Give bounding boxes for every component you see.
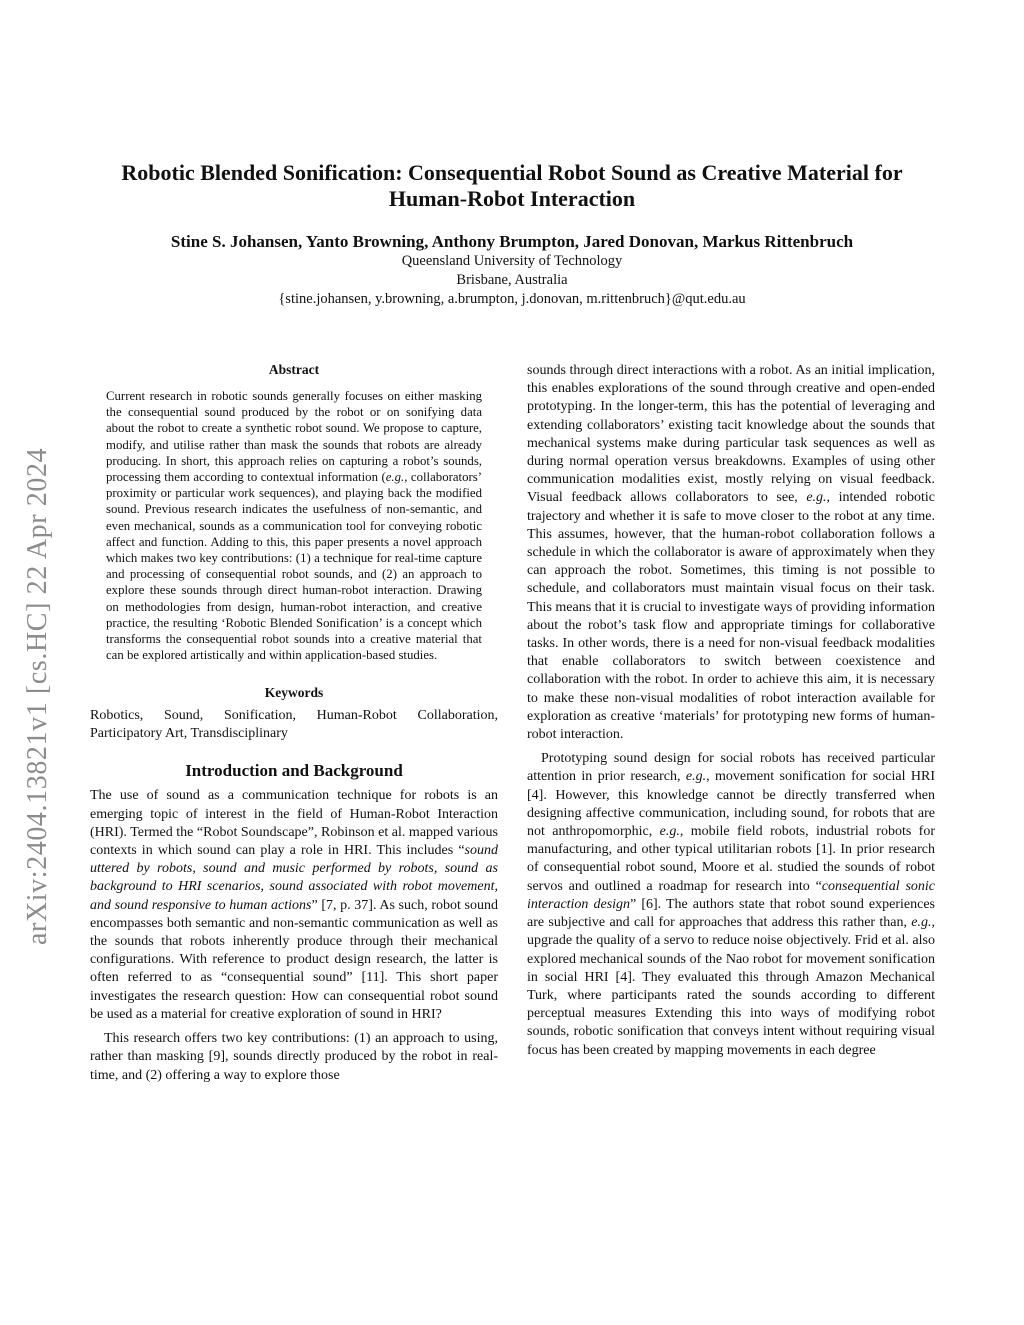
body-paragraph-2: Prototyping sound design for social robots has received particular attention in prior research, e.g., movement sonification for social HRI [4]. However, this knowledge cannot be directly transferred when designing affective communication, including sound, for robots that are not anthropomorphic, e.g., mobile field robots, industrial robots for manufacturing, and other typical utilitarian robots [1]. In prior research of consequential robot sound, Moore et al. studied the sounds of robot servos and outlined a roadmap for research into “consequential sonic interaction design” [6]. The authors state that robot sound experiences are subjective and call for approaches that address this rather than, e.g., upgrade the quality of a servo to reduce noise objectively. Frid et al. also explored mechanical sounds of the Nao robot for movement sonification in social HRI [4]. They evaluated this through Amazon Mechanical Turk, where participants rated the sounds according to different perceptual measures Extending this into ways of modifying robot sounds, robotic sonification that conveys intent without requiring visual focus has been created by mapping movements in each degree — [527, 751, 936, 1058]
abstract-text: Current research in robotic sounds generally focuses on either masking the consequential sound produced by the robot or on sonifying data about the robot to create a synthetic robot sound. We propose to capture, modify, and utilise rather than mask the sounds that robots are already producing. In short, this approach relies on capturing a robot’s sounds, processing them according to contextual information (e.g., collaborators’ proximity or particular work sequences), and playing back the modified sound. Previous research indicates the usefulness of non-semantic, and even mechanical, sounds as a communication tool for conveying robotic affect and function. Adding to this, this paper presents a novel approach which makes two key contributions: (1) a technique for real-time capture and processing of consequential robot sounds, and (2) an approach to explore these sounds through direct human-robot interaction. Drawing on methodologies from design, human-robot interaction, and creative practice, the resulting ‘Robotic Blended Sonification’ is a concept which transforms the consequential robot sounds into a creative material that can be explored artistically and within application-based studies. — [106, 389, 482, 663]
arxiv-identifier: arXiv:2404.13821v1 [cs.HC] 22 Apr 2024 — [22, 447, 53, 945]
abstract-heading: Abstract — [268, 362, 320, 377]
paper-title: Robotic Blended Sonification: Consequential Robot Sound as Creative Material for Human-Robot Interaction — [121, 160, 903, 211]
institution: Queensland University of Technology — [401, 253, 623, 269]
affiliation — [60, 252, 964, 309]
section-heading-introduction: Introduction and Background — [185, 761, 403, 781]
keywords-heading: Keywords — [264, 685, 324, 701]
body-paragraph-1: sounds through direct interactions with a robot. As an initial implication, this enables explorations of the sound through creative and open-ended prototyping. In the longer-term, this has the potential of leveraging and extending collaborators’ existing tacit knowledge about the sounds that mechanical systems make during particular task sequences as well as during normal operation versus breakdowns. Examples of using other communication modalities exist, mostly relying on visual feedback. Visual feedback allows collaborators to see, e.g., intended robotic trajectory and whether it is safe to move closer to the robot at any time. This assumes, however, that the human-robot collaboration follows a schedule in which the collaborator is aware of approximately when they can approach the robot. Sometimes, this timing is not possible to schedule, and collaborators must maintain visual focus on their task. This means that it is crucial to investigate ways of providing information about the robot’s task flow and appropriate timings for collaborative tasks. In other words, there is a need for non-visual feedback modalities that enable collaborators to switch between coexistence and collaboration with the robot. In order to achieve this aim, it is necessary to make these non-visual modalities of robot interaction available for exploration as creative ‘materials’ for prototyping new forms of human-robot interaction. — [527, 363, 935, 743]
left-column — [90, 362, 498, 1091]
right-column — [527, 362, 935, 1066]
author-list: Stine S. Johansen, Yanto Browning, Anthony Brumpton, Jared Donovan, Markus Rittenbruch — [170, 232, 854, 251]
keywords-text: Robotics, Sound, Sonification, Human-Robot Collaboration, Participatory Art, Transdisciplinary — [90, 708, 498, 742]
intro-paragraph-1: The use of sound as a communication technique for robots is an emerging topic of interest in the field of Human-Robot Interaction (HRI). Termed the “Robot Soundscape”, Robinson et al. mapped various contexts in which sound can play a role in HRI. This includes “sound uttered by robots, sound and music performed by robots, sound as background to HRI scenarios, sound associated with robot movement, and sound responsive to human actions” [7, p. 37]. As such, robot sound encompasses both semantic and non-semantic communication as well as the sounds that robots inherently produce through their mechanical configurations. With reference to product design research, the latter is often referred to as “consequential sound” [11]. This short paper investigates the research question: How can consequential robot sound be used as a material for creative exploration of sound in HRI? — [90, 788, 498, 1022]
author-emails: {stine.johansen, y.browning, a.brumpton, j.donovan, m.rittenbruch}@qut.edu.au — [278, 291, 746, 307]
intro-paragraph-2: This research offers two key contributions: (1) an approach to using, rather than masking [9], sounds directly produced by the robot in real-time, and (2) offering a way to explore those — [90, 1031, 498, 1083]
location: Brisbane, Australia — [456, 272, 568, 288]
